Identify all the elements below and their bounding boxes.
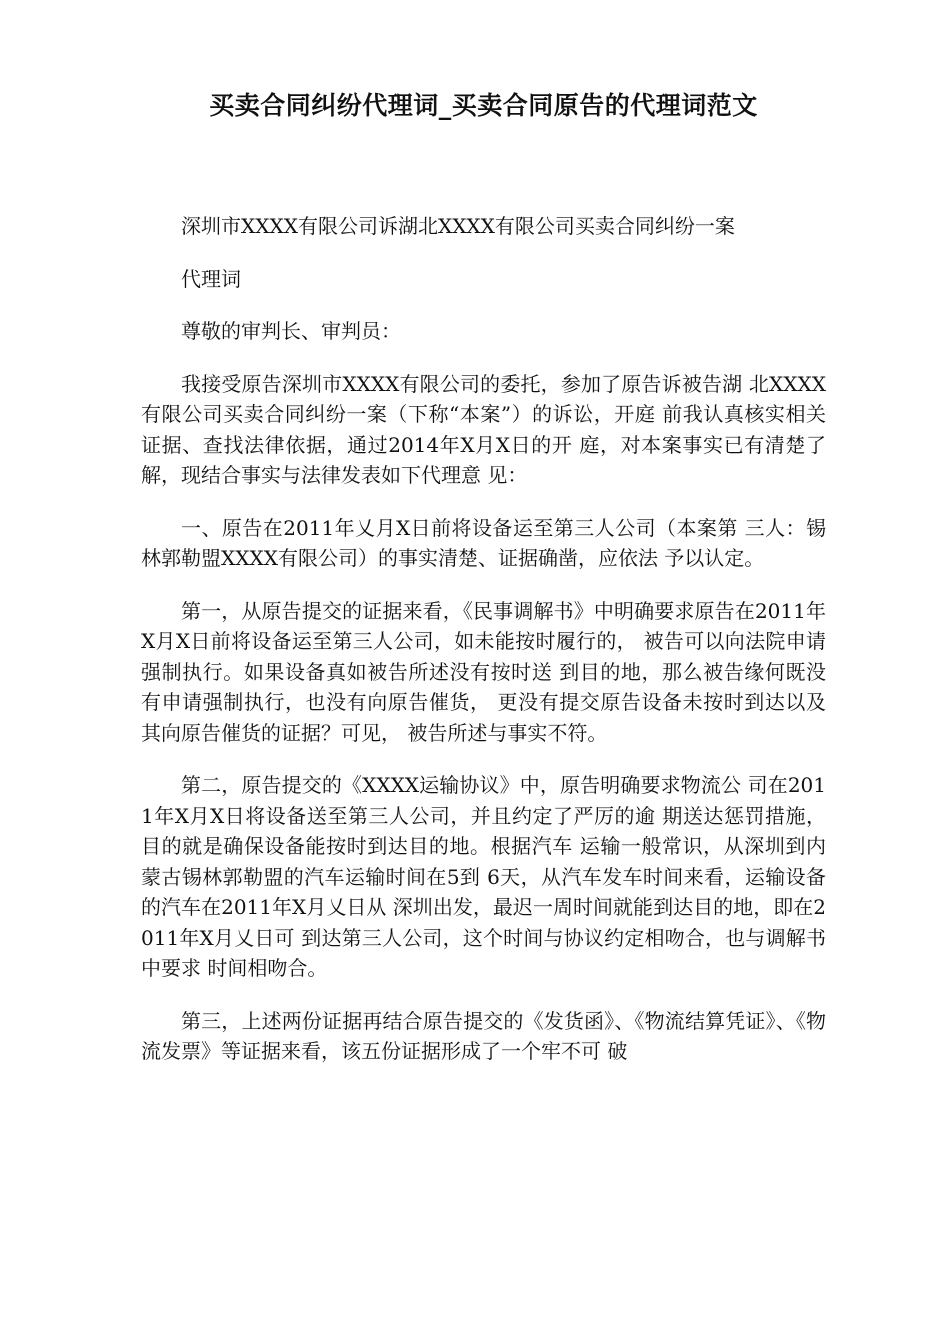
first-argument-paragraph: 第一，从原告提交的证据来看，《民事调解书》中明确要求原告在2011年X月X日前将设备运至第三人公司，如未能按时履行的， 被告可以向法院申请强制执行。如果设备真如被告所述没有按时送 到目的地，那么被告缘何既没有申请强制执行，也没有向原告催货， 更没有提交原告设备未按时到达以及其向原告催货的证据？可见， 被告所述与事实不符。 — [141, 598, 826, 745]
second-argument-paragraph: 第二，原告提交的《XXXX运输协议》中，原告明确要求物流公 司在2011年X月X日将设备送至第三人公司，并且约定了严厉的逾 期送达惩罚措施，目的就是确保设备能按时到达目的地。根据汽车 运输一般常识，从深圳到内蒙古锡林郭勒盟的汽车运输时间在5到 6天，从汽车发车时间来看，运输设备的汽车在2011年X月乂日从 深圳出发，最迟一周时间就能到达目的地，即在2011年X月乂日可 到达第三人公司，这个时间与协议约定相吻合，也与调解书中要求 时间相吻合。 — [141, 773, 826, 980]
third-argument-paragraph: 第三，上述两份证据再结合原告提交的《发货函》、《物流结算凭证》、《物流发票》等证据来看，该五份证据形成了一个牢不可 破 — [141, 1008, 826, 1063]
salutation: 尊敬的审判长、审判员： — [181, 319, 401, 343]
point-one-paragraph: 一、原告在2011年乂月X日前将设备运至第三人公司（本案第 三人：锡林郭勒盟XXXX有限公司）的事实清楚、证据确凿，应依法 予以认定。 — [141, 515, 826, 570]
document-title: 买卖合同纠纷代理词_买卖合同原告的代理词范文 — [209, 91, 758, 120]
case-heading: 深圳市XXXX有限公司诉湖北XXXX有限公司买卖合同纠纷一案 — [181, 214, 735, 238]
intro-paragraph: 我接受原告深圳市XXXX有限公司的委托，参加了原告诉被告湖 北XXXX有限公司买卖合同纠纷一案（下称“本案”）的诉讼，开庭 前我认真核实相关证据、查找法律依据，通过2014年X月X日的开 庭，对本案事实已有清楚了解，现结合事实与法律发表如下代理意 见： — [141, 371, 826, 487]
document-body — [141, 211, 826, 1067]
document-type-label: 代理词 — [181, 266, 241, 291]
